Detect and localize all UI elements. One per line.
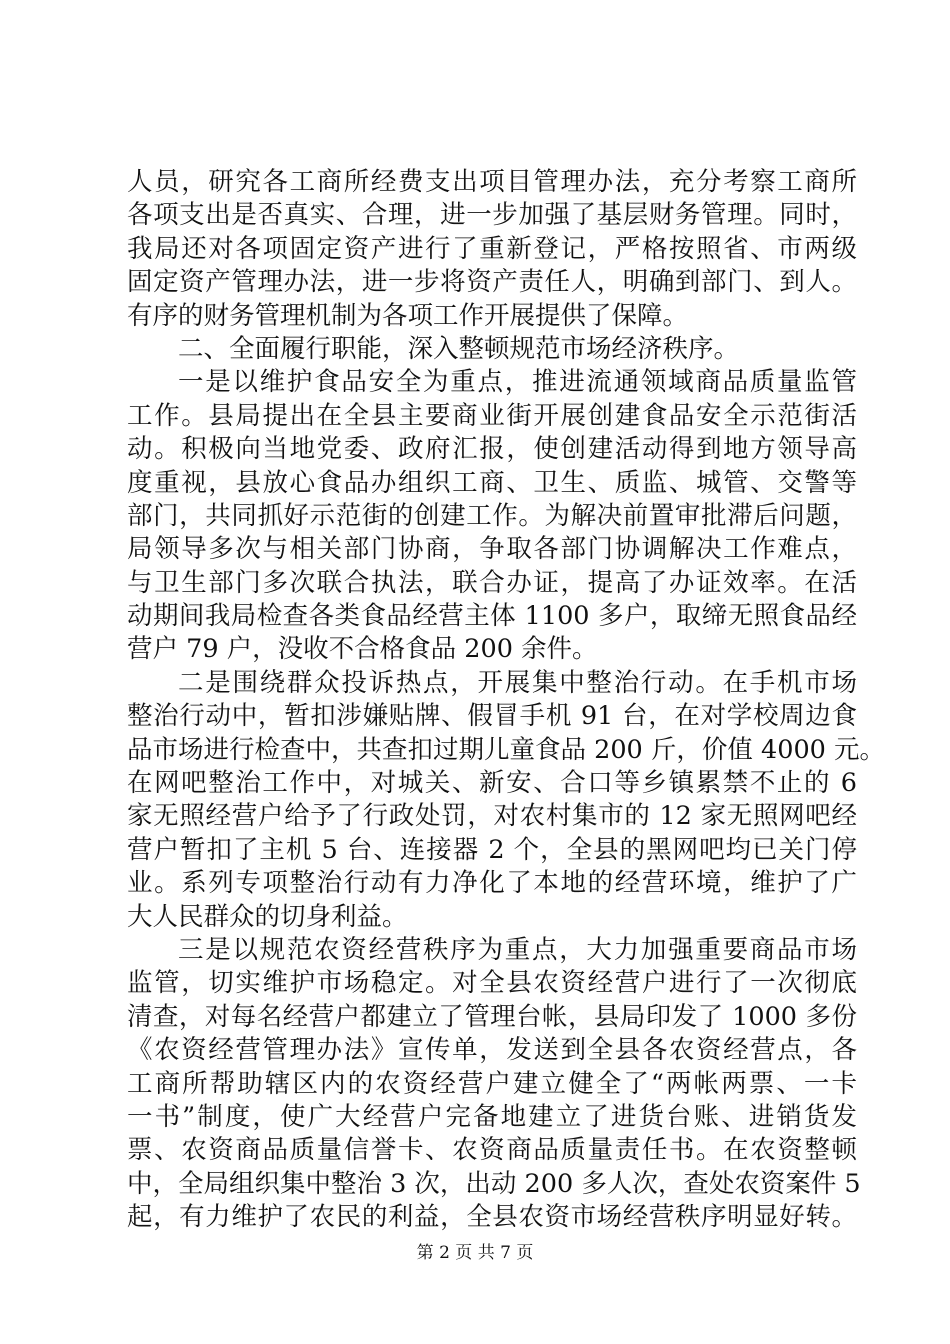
text-line: 票、农资商品质量信誉卡、农资商品质量责任书。在农资整顿: [127, 1135, 857, 1166]
text-line: 一书”制度，使广大经营户完备地建立了进货台账、进销货发: [127, 1101, 857, 1132]
text-line: 度重视，县放心食品办组织工商、卫生、质监、城管、交警等: [127, 467, 857, 498]
text-line: 部门，共同抓好示范街的创建工作。为解决前置审批滞后问题，: [127, 500, 857, 531]
document-body: [127, 166, 885, 1235]
text-line: 品市场进行检查中，共查扣过期儿童食品 200 斤，价值 4000 元。: [127, 734, 885, 765]
text-line: 营户 79 户，没收不合格食品 200 余件。: [127, 634, 598, 665]
text-line: 中，全局组织集中整治 3 次，出动 200 多人次，查处农资案件 5: [127, 1168, 861, 1199]
text-line: 清查，对每名经营户都建立了管理台帐，县局印发了 1000 多份: [127, 1001, 857, 1032]
text-line: 起，有力维护了农民的利益，全县农资市场经营秩序明显好转。: [127, 1202, 857, 1233]
text-line: 家无照经营户给予了行政处罚，对农村集市的 12 家无照网吧经: [127, 801, 857, 832]
text-line: 固定资产管理办法，进一步将资产责任人，明确到部门、到人。: [127, 267, 857, 298]
section-heading: 二、全面履行职能，深入整顿规范市场经济秩序。: [178, 333, 740, 364]
text-line: 动期间我局检查各类食品经营主体 1100 多户，取缔无照食品经: [127, 601, 857, 632]
text-line: 营户暂扣了主机 5 台、连接器 2 个，全县的黑网吧均已关门停: [127, 834, 857, 865]
text-line: 有序的财务管理机制为各项工作开展提供了保障。: [127, 300, 689, 331]
text-line: 《农资经营管理办法》宣传单，发送到全县各农资经营点，各: [127, 1035, 857, 1066]
text-line: 大人民群众的切身利益。: [127, 901, 408, 932]
page-number-footer: 第 2 页 共 7 页: [416, 1243, 534, 1263]
text-line: 业。系列专项整治行动有力净化了本地的经营环境，维护了广: [127, 868, 857, 899]
text-line: 与卫生部门多次联合执法，联合办证，提高了办证效率。在活: [127, 567, 857, 598]
text-line: 人员，研究各工商所经费支出项目管理办法，充分考察工商所: [127, 167, 857, 197]
text-line: 整治行动中，暂扣涉嫌贴牌、假冒手机 91 台，在对学校周边食: [127, 701, 857, 732]
text-line: 工作。县局提出在全县主要商业街开展创建食品安全示范街活: [127, 400, 857, 431]
text-line: 工商所帮助辖区内的农资经营户建立健全了“两帐两票、一卡: [127, 1068, 857, 1099]
text-line: 各项支出是否真实、合理，进一步加强了基层财务管理。同时，: [127, 200, 857, 231]
paragraph-first-line: 三是以规范农资经营秩序为重点，大力加强重要商品市场: [178, 934, 857, 965]
text-line: 我局还对各项固定资产进行了重新登记，严格按照省、市两级: [127, 233, 857, 264]
paragraph-first-line: 二是围绕群众投诉热点，开展集中整治行动。在手机市场: [178, 667, 857, 698]
text-line: 局领导多次与相关部门协商，争取各部门协调解决工作难点，: [127, 534, 857, 565]
paragraph-first-line: 一是以维护食品安全为重点，推进流通领域商品质量监管: [178, 367, 857, 398]
text-line: 监管，切实维护市场稳定。对全县农资经营户进行了一次彻底: [127, 968, 857, 999]
text-line: 动。积极向当地党委、政府汇报，使创建活动得到地方领导高: [127, 434, 857, 465]
text-line: 在网吧整治工作中，对城关、新安、合口等乡镇累禁不止的 6: [127, 768, 857, 799]
